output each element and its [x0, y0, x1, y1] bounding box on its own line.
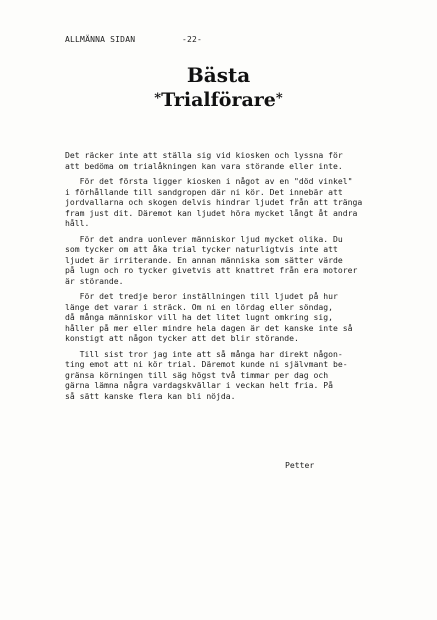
text-line: ljudet är irriterande. En annan människa som sätter värde — [65, 254, 343, 265]
article-body — [65, 150, 395, 406]
title-line-2 — [0, 87, 437, 112]
text-line: gärna lämna några vardagskvällar i veckan helt fria. På — [65, 380, 334, 390]
paragraph — [65, 176, 395, 229]
star-ornament-right: * — [275, 91, 283, 106]
text-line: i förhållande till sandgropen där ni kör. Det innebär att — [65, 186, 343, 197]
text-line: jordvallarna och skogen delvis hindrar ljudet från att tränga — [65, 197, 363, 207]
text-line: på lugn och ro tycker givetvis att knattret från era motorer — [65, 265, 358, 275]
text-line: så sätt kanske flera kan bli nöjda. — [65, 390, 236, 401]
text-line: fram just dit. Däremot kan ljudet höra mycket långt åt andra — [65, 207, 358, 218]
text-line: För det andra uonlever människor ljud mycket olika. Du — [65, 233, 343, 244]
text-line: att bedöma om trialåkningen kan vara störande eller inte. — [65, 160, 343, 171]
text-line: som tycker om att åka trial tycker naturligtvis inte att — [65, 244, 338, 254]
article-title — [0, 63, 437, 112]
text-line: håll. — [65, 218, 90, 228]
text-line: För det första ligger kiosken i något av en "död vinkel" — [65, 176, 353, 186]
author-signature: Petter — [285, 460, 315, 470]
text-line: länge det varar i sträck. Om ni en lördag eller söndag, — [65, 301, 334, 312]
text-line: ting emot att ni kör trial. Däremot kunde ni självmant be- — [65, 359, 348, 369]
text-line: Det räcker inte att ställa sig vid kiosken och lyssna för — [65, 150, 343, 160]
text-line: gränsa körningen till säg högst två timmar per dag och — [65, 369, 329, 380]
section-name: ALLMÄNNA SIDAN — [65, 35, 136, 44]
title-line-2-text: Trialförare — [161, 89, 276, 111]
text-line: För det tredje beror inställningen till ljudet på hur — [65, 291, 338, 301]
paragraph — [65, 150, 395, 171]
text-line: är störande. — [65, 275, 124, 286]
paragraph — [65, 291, 395, 344]
title-line-1: Bästa — [186, 63, 251, 87]
text-line: håller på mer eller mindre hela dagen är det kanske inte så — [65, 322, 353, 333]
paragraph — [65, 349, 395, 402]
text-line: konstigt att någon tycker att det blir störande. — [65, 333, 299, 343]
text-line: Till sist tror jag inte att så många har direkt någon- — [65, 348, 343, 359]
page-number: -22- — [182, 35, 203, 44]
star-ornament-left: * — [154, 91, 162, 106]
text-line: då många människor vill ha det litet lugnt omkring sig, — [65, 312, 334, 322]
paragraph — [65, 234, 395, 287]
